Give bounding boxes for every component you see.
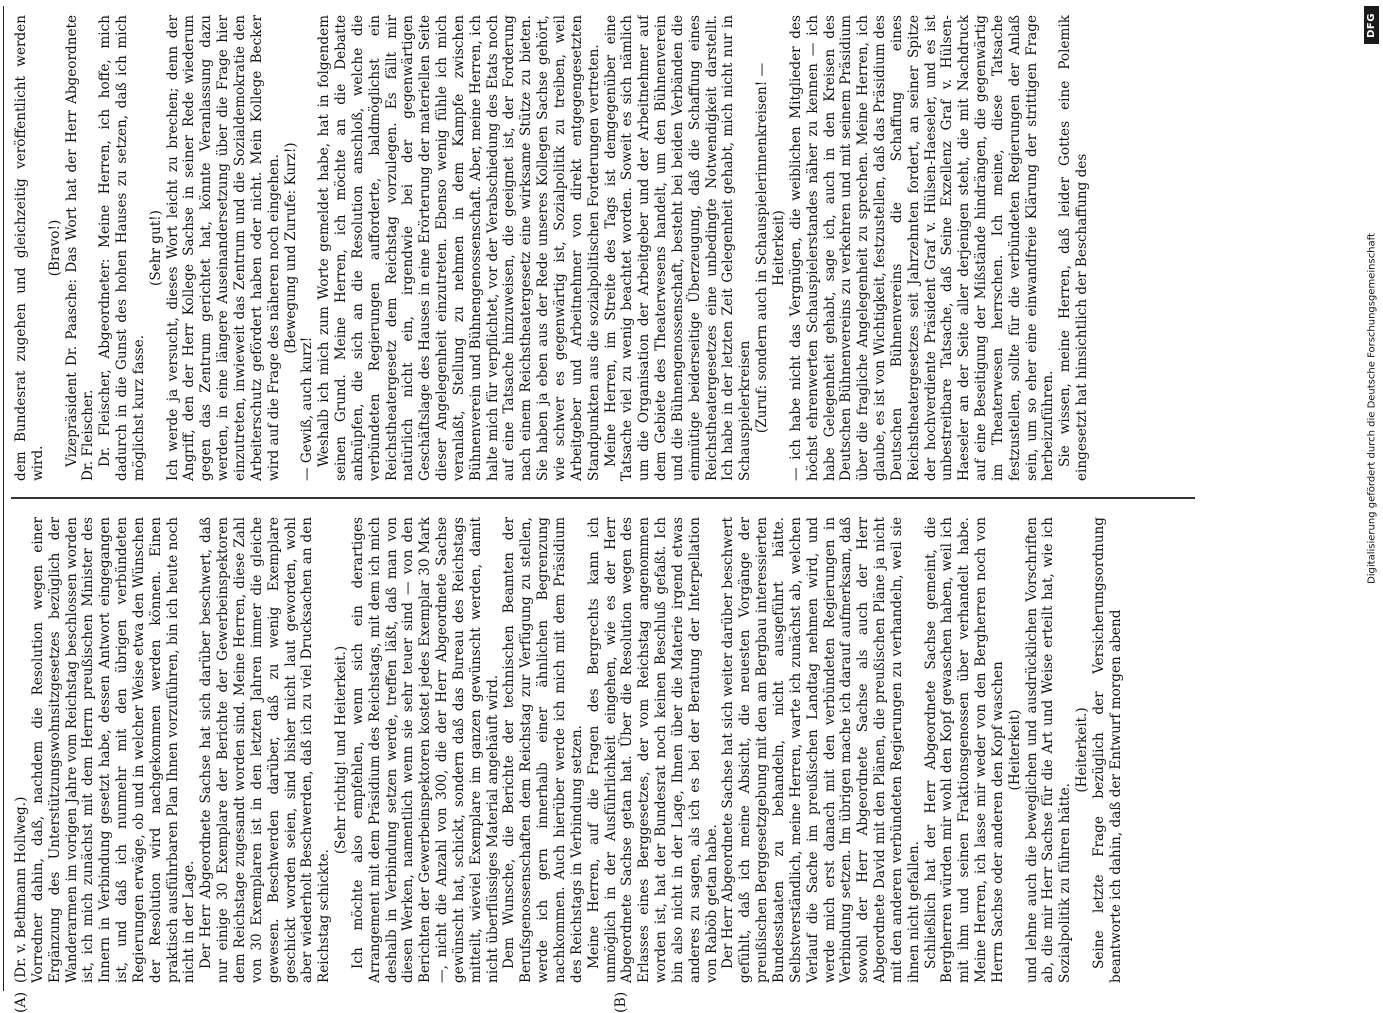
paragraph: und lehne auch die beweglichen und ausdrücklichen Vorschriften ab, die mir Herr Sachse für die Art und Weise erteilt hat, wie ich Sozialpolitik zu führen hätte. [1023, 517, 1074, 983]
funding-note-text: Digitalisierung gefördert durch die Deutsche Forschungsgemeinschaft [1366, 233, 1378, 584]
paragraph: Ich werde ja versucht, dieses Wort leicht zu brechen; denn der Angriff, den der Herr Kollege Sachse in seiner Rede wiederum gegen das Zentrum gerichtet hat, könnte Veranlassung dazu werden, in eine längere Auseinandersetzung über die Frage hier einzutreten, inwieweit das Zentrum und die Sozialdemokratie den Arbeiterschutz gefördert haben oder nicht. Mein Kollege Becker wird auf die Frage des näheren noch eingehen. [164, 15, 282, 481]
interjection: (Heiterkeit.) [1074, 707, 1091, 793]
interjection: (Sehr gut!) [147, 210, 164, 286]
interjection: (Sehr richtig! und Heiterkeit.) [333, 645, 350, 855]
margin-marker-b: (B) [613, 991, 629, 1013]
paragraph: Vorredner dahin, daß, nachdem die Resolution wegen einer Ergänzung des Unterstützungswohnsitzgesetzes bezüglich der Wanderarmen im vorigen Jahre vom Reichstag beschlossen worden ist, ich mich zunächst mit dem Herrn preußischen Minister des Innern in Verbindung gesetzt habe, dessen Antwort eingegangen ist, und daß ich nunmehr mit den übrigen verbündeten Regierungen erwäge, ob und in welcher Weise etwa den Wünschen der Resolution wird nachgekommen werden können. Einen praktisch ausführbaren Plan Ihnen vorzuführen, bin ich heute noch nicht in der Lage. [29, 517, 198, 983]
paragraph: Schließlich hat der Herr Abgeordnete Sachse gemeint, die Bergherren würden mir wohl den Kopf gewaschen haben, weil ich mit ihm und seinen Fraktionsgenossen über verhandelt habe. Meine Herren, ich lasse mir weder von den Bergherren noch von Herrn Sachse oder anderen den Kopf waschen [922, 517, 1006, 983]
paragraph: Sie wissen, meine Herren, daß leider Gottes eine Polemik eingesetzt hat hinsichtlich der Beschaffung des [1057, 15, 1091, 481]
speaker-note: (Dr. v. Bethmann Hollweg.) [13, 796, 29, 983]
column-divider [11, 498, 1195, 500]
speaker-paragraph: Vizepräsident Dr. Paasche: Das Wort hat der Herr Abgeordnete Dr. Fleischer. [63, 15, 97, 481]
margin-marker-a: (A) [13, 991, 29, 1013]
paragraph: Ich möchte also empfehlen, wenn sich ein derartiges Arrangement mit dem Präsidium des Reichstags, mit dem ich mich deshalb in Verbindung setzen werde, treffen läßt, daß man von diesen Werken, namentlich wenn sie sehr teuer sind — von den Berichten der Gewerbeinspektoren kostet jedes Exemplar 30 Mark —, nicht die Anzahl von 300, die der Herr Abgeordnete Sachse gewünscht hat, schickt, sondern daß das Bureau des Reichstags mitteilt, wieviel Exemplare im ganzen gewünscht werden, damit nicht überflüssiges Material angehäuft wird. [349, 517, 501, 983]
margin-marker-d [613, 0, 629, 1]
interjection: (Zuruf: sondern auch in Schauspielerinnenkreisen! — [754, 62, 771, 434]
paragraph: dem Bundesrat zugehen und gleichzeitig veröffentlicht werden wird. [13, 15, 46, 481]
paragraph: Weshalb ich mich zum Worte gemeldet habe, hat in folgendem seinen Grund. Meine Herren, ich möchte an die Debatte anknüpfen, die sich an die Resolution anschloß, welche die verbündeten Regierungen aufforderte, baldmöglichst ein Reichstheatergesetz dem Reichstag vorzulegen. Es fällt mir natürlich nicht ein, irgendwie bei der gegenwärtigen Geschäftslage des Hauses in eine Erörterung der materiellen Seite dieser Angelegenheit einzutreten. Ebenso wenig fühle ich mich veranlaßt, Stellung zu nehmen in dem Kampfe zwischen Bühnenverein und Bühnengenossenschaft. Aber, meine Herren, ich halte mich für verpflichtet, vor der Verabschiedung des Etats noch auf eine Tatsache hinzuweisen, die geeignet ist, der Forderung nach einem Reichstheatergesetz eine wirksame Stütze zu bieten. Sie haben ja eben aus der Rede unseres Kollegen Sachse gehört, wie schwer es gegenwärtig ist, Sozialpolitik zu treiben, weil Arbeitgeber und Arbeitnehmer von direkt entgegengesetzten Standpunkten aus die sozialpolitischen Forderungen vertreten. [316, 15, 602, 481]
interjection: (Bravo!) [46, 219, 63, 277]
paragraph: Seine letzte Frage bezüglich der Versicherungsordnung beantworte ich dahin, daß der Entwurf morgen abend [1091, 517, 1124, 983]
paragraph: Meine Herren, auf die Fragen des Bergrechts kann ich unmöglich in der Ausführlichkeit eingehen, wie es der Herr Abgeordnete Sachse getan hat. Über die Resolution wegen des Erlasses eines Berggesetzes, der vom Reichstag angenommen worden ist, hat der Bundesrat noch keinen Beschluß gefaßt. Ich bin also nicht in der Lage, Ihnen über die Materie irgend etwas anderes zu sagen, als ich es bei der Beratung der Interpellation von Raböb getan habe. [585, 517, 720, 983]
paragraph: Dem Wunsche, die Berichte der technischen Beamten der Berufsgenossenschaften dem Reichstag zur Verfügung zu stellen, werde ich gern innerhalb einer ähnlichen Begrenzung nachkommen. Auch hierüber werde ich mich mit dem Präsidium des Reichstags in Verbindung setzen. [501, 517, 585, 983]
paragraph: Der Herr Abgeordnete Sachse hat sich darüber beschwert, daß nur einige 30 Exemplare der Berichte der Gewerbeinspektoren dem Reichstage zugesandt worden sind. Meine Herren, diese Zahl von 30 Exemplaren ist in den letzten Jahren immer die gleiche gewesen. Beschwerden darüber, daß zu wenig Exemplare geschickt worden seien, sind bisher nicht laut geworden, wohl aber wiederholt Beschwerden, daß ich zu viel Drucksachen an den Reichstag schickte. [198, 517, 333, 983]
margin-marker-c [13, 0, 29, 1]
interjection: (Heiterkeit) [1006, 709, 1023, 791]
right-column [13, 15, 1193, 481]
page-header [0, 6, 4, 991]
left-column [13, 517, 1193, 983]
paragraph: — Gewiß, auch kurz! [299, 336, 316, 481]
dfg-logo-text: DFG [1366, 12, 1377, 38]
rotated-document-page [0, 6, 1198, 1013]
paragraph: — ich habe nicht das Vergnügen, die weiblichen Mitglieder des höchst ehrenwerten Schauspielerstandes näher zu kennen — ich habe Gelegenheit gehabt, sage ich, auch in den Kreisen des Deutschen Bühnenvereins zu verkehren und mit seinem Präsidium über die fragliche Angelegenheit zu sprechen. Meine Herren, ich glaube, es ist von Wichtigkeit, festzustellen, daß das Präsidium des Deutschen Bühnenvereins die Schaffung eines Reichstheatergesetzes seit Jahrzehnten fordert, an seiner Spitze der hochverdiente Präsident Graf v. Hülsen-Haeseler, und es ist unbestreitbare Tatsache, daß Seine Exzellenz Graf v. Hülsen-Haeseler an der Seite aller derjenigen steht, die mit Nachdruck auf eine Beseitigung der Mißstände hindrängen, die gegenwärtig im Theaterwesen herrschen. Ich meine, diese Tatsache festzustellen, sollte für die verbündeten Regierungen der Anlaß sein, um so eher eine einwandfreie Klärung der strittigen Frage herbeizuführen. [787, 15, 1057, 481]
speaker-paragraph: Dr. Fleischer, Abgeordneter: Meine Herren, ich hoffe, mich dadurch in die Gunst des hohen Hauses zu setzen, daß ich mich möglichst kurz fasse. [97, 15, 147, 481]
paragraph: Der Herr Abgeordnete Sachse hat sich weiter darüber beschwert gefühlt, daß ich meine Absicht, die neuesten Vorgänge der preußischen Berggesetzgebung mit den am Bergbau interessierten Bundesstaaten zu behandeln, nicht ausgeführt hätte. Selbstverständlich, meine Herren, warte ich zunächst ab, welchen Verlauf die Sache im preußischen Landtag nehmen wird, und werde mich erst danach mit den verbündeten Regierungen in Verbindung setzen. Im übrigen mache ich darauf aufmerksam, daß sowohl der Herr Abgeordnete Sachse als auch der Herr Abgeordnete David mit den Plänen, die preußischen Pläne ja nicht mit den anderen verbündeten Regierungen zu verhandeln, weil sie ihnen nicht gefallen. [720, 517, 922, 983]
interjection: Heiterkeit) [770, 210, 787, 286]
interjection: (Bewegung und Zurufe: Kurz!) [282, 142, 299, 354]
paragraph: Meine Herren, im Streite des Tags ist demgegenüber eine Tatsache viel zu wenig beachtet worden. Soweit es sich nämlich um die Organisation der Arbeitgeber und der Arbeitnehmer auf dem Gebiete des Theaterwesens handelt, um den Bühnenverein und die Bühnengenossenschaft, besteht bei beiden Verbänden die einmütige beiderseitige Überzeugung, daß die Schaffung eines Reichstheatergesetzes eine unbedingte Notwendigkeit darstellt. Ich habe in der letzten Zeit Gelegenheit gehabt, mich nicht nur in Schauspielerkreisen [602, 15, 754, 481]
